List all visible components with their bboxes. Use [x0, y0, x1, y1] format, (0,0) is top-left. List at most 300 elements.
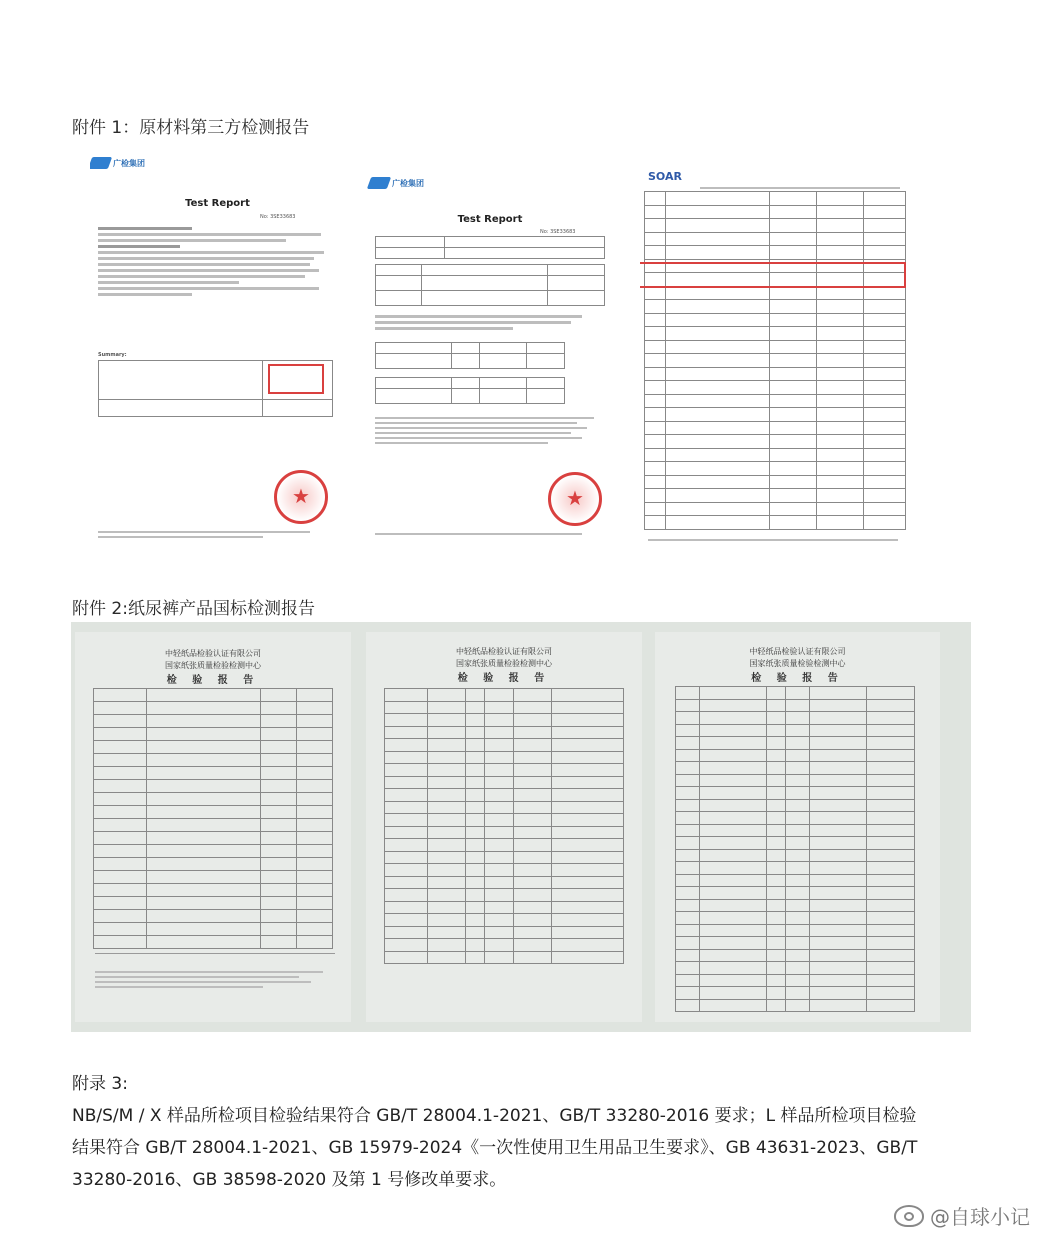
table-row: [676, 949, 915, 962]
table-cell: [770, 313, 817, 327]
table-cell: [94, 936, 147, 949]
table-cell: [770, 192, 817, 206]
table-row: [645, 448, 906, 462]
table-row: [645, 516, 906, 530]
table-cell: [485, 951, 514, 964]
table-cell: [94, 845, 147, 858]
table-cell: [297, 780, 333, 793]
table-row: [385, 726, 624, 739]
table-cell: [809, 774, 866, 787]
table-cell: [466, 801, 485, 814]
table-cell: [785, 874, 809, 887]
table-cell: [466, 701, 485, 714]
table-cell: [146, 741, 261, 754]
table-cell: [770, 421, 817, 435]
table-cell: [385, 876, 428, 889]
table-cell: [809, 874, 866, 887]
table-row: [676, 724, 915, 737]
table-cell: [514, 689, 552, 702]
table-cell: [676, 749, 700, 762]
table-cell: [699, 899, 766, 912]
cn-org-name: 中轻纸品检验认证有限公司: [749, 647, 846, 656]
table-cell: [665, 246, 769, 260]
table-cell: [146, 936, 261, 949]
table-cell: [864, 394, 906, 408]
table-cell: [867, 724, 915, 737]
table-cell: [864, 205, 906, 219]
table-cell: [94, 923, 147, 936]
table-cell: [766, 712, 785, 725]
table-cell: [146, 832, 261, 845]
table-cell: [665, 327, 769, 341]
table-cell: [297, 858, 333, 871]
table-cell: [385, 901, 428, 914]
table-cell: [867, 937, 915, 950]
table-row: [385, 926, 624, 939]
table-cell: [485, 851, 514, 864]
table-cell: [552, 889, 624, 902]
table-row: [385, 889, 624, 902]
table-cell: [146, 780, 261, 793]
table-row: [645, 367, 906, 381]
table-cell: [385, 914, 428, 927]
table-cell: [665, 232, 769, 246]
table-cell: [428, 764, 466, 777]
table-cell: [809, 799, 866, 812]
table-cell: [514, 864, 552, 877]
table-cell: [699, 874, 766, 887]
table-row: [94, 845, 333, 858]
method-lines: [375, 312, 605, 333]
table-cell: [514, 776, 552, 789]
cn-report-table: [384, 688, 624, 964]
table-cell: [466, 726, 485, 739]
table-row: [676, 887, 915, 900]
gttc-report-page-1: [90, 152, 345, 545]
table-cell: [676, 862, 700, 875]
table-cell: [645, 448, 666, 462]
weibo-icon: [894, 1205, 924, 1227]
table-cell: [485, 801, 514, 814]
table-cell: [766, 837, 785, 850]
attachment2-heading: 附件 2:纸尿裤产品国标检测报告: [72, 599, 315, 619]
table-cell: [514, 789, 552, 802]
table-cell: [665, 435, 769, 449]
table-cell: [817, 205, 864, 219]
table-cell: [809, 712, 866, 725]
table-row: [676, 974, 915, 987]
table-cell: [867, 687, 915, 700]
table-cell: [514, 714, 552, 727]
table-cell: [665, 340, 769, 354]
table-cell: [817, 394, 864, 408]
table-cell: [552, 739, 624, 752]
table-row: [385, 864, 624, 877]
table-cell: [770, 205, 817, 219]
table-cell: [665, 367, 769, 381]
table-cell: [485, 864, 514, 877]
appendix3-line1: NB/S/M / X 样品所检项目检验结果符合 GB/T 28004.1-2021、GB/T 33280-2016 要求；L 样品所检项目检验: [72, 1106, 917, 1126]
gttc-logo: [369, 177, 424, 189]
table-cell: [385, 939, 428, 952]
table-cell: [867, 799, 915, 812]
table-cell: [297, 767, 333, 780]
table-cell: [809, 762, 866, 775]
table-cell: [676, 799, 700, 812]
table-cell: [766, 912, 785, 925]
table-cell: [676, 812, 700, 825]
table-row: [676, 712, 915, 725]
table-cell: [766, 799, 785, 812]
table-row: [645, 340, 906, 354]
table-cell: [864, 421, 906, 435]
table-cell: [466, 839, 485, 852]
table-cell: [665, 462, 769, 476]
table-cell: [94, 702, 147, 715]
table-row: [676, 912, 915, 925]
table-cell: [699, 724, 766, 737]
table-cell: [297, 702, 333, 715]
table-cell: [817, 246, 864, 260]
table-cell: [809, 924, 866, 937]
table-cell: [297, 936, 333, 949]
cn-report-table: [93, 688, 333, 949]
table-cell: [485, 701, 514, 714]
table-cell: [770, 367, 817, 381]
soar-logo: SOAR: [648, 170, 682, 183]
table-cell: [428, 826, 466, 839]
table-cell: [867, 899, 915, 912]
table-cell: [785, 699, 809, 712]
table-cell: [864, 192, 906, 206]
table-row: [645, 232, 906, 246]
table-cell: [514, 764, 552, 777]
table-row: [385, 764, 624, 777]
table-cell: [552, 714, 624, 727]
table-cell: [766, 987, 785, 1000]
table-cell: [94, 832, 147, 845]
table-cell: [485, 789, 514, 802]
table-cell: [665, 489, 769, 503]
table-row: [676, 837, 915, 850]
table-row: [676, 862, 915, 875]
table-cell: [385, 814, 428, 827]
table-cell: [485, 814, 514, 827]
table-cell: [809, 899, 866, 912]
table-cell: [261, 754, 297, 767]
table-cell: [770, 300, 817, 314]
table-cell: [428, 739, 466, 752]
table-cell: [485, 739, 514, 752]
table-row: [385, 839, 624, 852]
table-cell: [261, 923, 297, 936]
table-cell: [770, 462, 817, 476]
table-cell: [552, 689, 624, 702]
table-cell: [766, 899, 785, 912]
table-cell: [785, 837, 809, 850]
table-cell: [466, 764, 485, 777]
soar-footer-lines: [648, 536, 898, 544]
table-cell: [645, 489, 666, 503]
table-cell: [94, 806, 147, 819]
table-cell: [699, 699, 766, 712]
table-row: [645, 192, 906, 206]
table-cell: [94, 728, 147, 741]
table-cell: [676, 737, 700, 750]
table-cell: [785, 862, 809, 875]
table-cell: [552, 826, 624, 839]
table-cell: [817, 502, 864, 516]
table-cell: [261, 715, 297, 728]
table-cell: [864, 435, 906, 449]
table-cell: [552, 839, 624, 852]
table-row: [94, 767, 333, 780]
table-row: [94, 884, 333, 897]
table-cell: [676, 824, 700, 837]
table-cell: [817, 516, 864, 530]
table-row: [676, 824, 915, 837]
table-cell: [428, 726, 466, 739]
table-cell: [146, 806, 261, 819]
table-cell: [864, 448, 906, 462]
table-cell: [864, 408, 906, 422]
table-cell: [261, 884, 297, 897]
table-cell: [466, 951, 485, 964]
table-cell: [485, 889, 514, 902]
table-row: [94, 832, 333, 845]
table-cell: [466, 939, 485, 952]
table-cell: [261, 728, 297, 741]
table-cell: [645, 246, 666, 260]
gttc-report-page-2: [365, 172, 615, 547]
table-row: [385, 701, 624, 714]
table-cell: [428, 914, 466, 927]
table-cell: [645, 313, 666, 327]
table-cell: [261, 858, 297, 871]
table-cell: [867, 874, 915, 887]
appendix3-line3: 33280-2016、GB 38598-2020 及第 1 号修改单要求。: [72, 1170, 507, 1190]
table-cell: [864, 313, 906, 327]
gttc-logo-icon: [367, 177, 391, 189]
table-cell: [552, 726, 624, 739]
report-title: Test Report: [457, 214, 523, 225]
table-cell: [864, 327, 906, 341]
table-cell: [146, 702, 261, 715]
table-cell: [817, 340, 864, 354]
table-cell: [485, 926, 514, 939]
table-cell: [809, 912, 866, 925]
table-cell: [665, 354, 769, 368]
table-cell: [785, 912, 809, 925]
table-cell: [552, 751, 624, 764]
table-cell: [645, 327, 666, 341]
table-cell: [770, 394, 817, 408]
table-cell: [867, 762, 915, 775]
table-cell: [770, 286, 817, 300]
table-row: [645, 421, 906, 435]
table-cell: [867, 862, 915, 875]
table-cell: [864, 246, 906, 260]
table-cell: [766, 812, 785, 825]
table-cell: [665, 192, 769, 206]
table-cell: [817, 421, 864, 435]
table-row: [385, 776, 624, 789]
table-cell: [766, 787, 785, 800]
table-row: [385, 914, 624, 927]
table-cell: [676, 937, 700, 950]
table-cell: [645, 394, 666, 408]
table-row: [385, 939, 624, 952]
table-cell: [146, 871, 261, 884]
table-cell: [94, 715, 147, 728]
table-row: [645, 435, 906, 449]
table-cell: [485, 689, 514, 702]
table-cell: [864, 367, 906, 381]
table-cell: [385, 889, 428, 902]
table-row: [676, 812, 915, 825]
table-cell: [514, 751, 552, 764]
gttc-logo-icon: [90, 157, 112, 169]
table-cell: [514, 889, 552, 902]
table-cell: [514, 939, 552, 952]
table-cell: [466, 739, 485, 752]
table-cell: [817, 300, 864, 314]
table-row: [94, 806, 333, 819]
table-cell: [864, 462, 906, 476]
table-cell: [385, 764, 428, 777]
table-cell: [146, 858, 261, 871]
table-cell: [645, 219, 666, 233]
table-row: [645, 408, 906, 422]
table-cell: [676, 974, 700, 987]
table-cell: [552, 901, 624, 914]
table-cell: [770, 448, 817, 462]
table-cell: [261, 910, 297, 923]
table-cell: [94, 910, 147, 923]
table-cell: [676, 687, 700, 700]
table-cell: [766, 724, 785, 737]
table-cell: [645, 192, 666, 206]
table-row: [676, 799, 915, 812]
table-cell: [428, 951, 466, 964]
table-cell: [770, 435, 817, 449]
table-cell: [809, 737, 866, 750]
table-cell: [645, 435, 666, 449]
table-cell: [785, 849, 809, 862]
table-cell: [785, 824, 809, 837]
table-cell: [766, 962, 785, 975]
table-cell: [817, 354, 864, 368]
table-cell: [485, 726, 514, 739]
table-cell: [552, 864, 624, 877]
table-cell: [770, 475, 817, 489]
table-row: [385, 689, 624, 702]
cn-report-page-3: [655, 632, 940, 1022]
table-row: [385, 739, 624, 752]
table-cell: [261, 832, 297, 845]
table-cell: [297, 819, 333, 832]
table-cell: [466, 826, 485, 839]
table-cell: [485, 764, 514, 777]
table-cell: [864, 475, 906, 489]
table-cell: [428, 876, 466, 889]
table-row: [645, 313, 906, 327]
table-cell: [809, 824, 866, 837]
table-cell: [146, 910, 261, 923]
table-cell: [645, 408, 666, 422]
table-cell: [514, 914, 552, 927]
watermark-text: @自球小记: [930, 1205, 1030, 1229]
table-cell: [552, 851, 624, 864]
table-cell: [645, 475, 666, 489]
table-cell: [699, 812, 766, 825]
table-cell: [146, 897, 261, 910]
table-cell: [297, 845, 333, 858]
table-cell: [665, 502, 769, 516]
table-cell: [809, 724, 866, 737]
table-cell: [766, 762, 785, 775]
table-row: [94, 702, 333, 715]
table-row: [676, 687, 915, 700]
table-row: [676, 924, 915, 937]
red-seal-stamp: ★: [548, 472, 602, 526]
report-number: No: 3SE33683: [540, 229, 576, 235]
table-cell: [867, 787, 915, 800]
gttc-logo: [90, 157, 145, 169]
table-cell: [699, 737, 766, 750]
table-row: [385, 801, 624, 814]
table-row: [645, 300, 906, 314]
table-cell: [809, 749, 866, 762]
table-cell: [94, 741, 147, 754]
table-cell: [466, 714, 485, 727]
table-cell: [385, 801, 428, 814]
table-cell: [867, 699, 915, 712]
table-cell: [676, 912, 700, 925]
table-cell: [766, 699, 785, 712]
table-cell: [785, 962, 809, 975]
table-cell: [297, 923, 333, 936]
table-cell: [770, 340, 817, 354]
table-cell: [428, 701, 466, 714]
table-cell: [699, 687, 766, 700]
table-cell: [665, 408, 769, 422]
table-cell: [146, 884, 261, 897]
table-cell: [699, 987, 766, 1000]
table-row: [676, 937, 915, 950]
cn-report-table: [675, 686, 915, 1012]
table-cell: [261, 806, 297, 819]
table-cell: [809, 887, 866, 900]
table-cell: [428, 939, 466, 952]
table-cell: [665, 516, 769, 530]
table-cell: [699, 924, 766, 937]
table-cell: [665, 421, 769, 435]
table-cell: [864, 340, 906, 354]
table-row: [385, 876, 624, 889]
table-cell: [485, 826, 514, 839]
table-cell: [699, 887, 766, 900]
table-cell: [817, 192, 864, 206]
table-cell: [817, 367, 864, 381]
attachment1-heading: 附件 1：原材料第三方检测报告: [72, 118, 310, 138]
table-cell: [809, 999, 866, 1012]
table-cell: [485, 751, 514, 764]
table-cell: [809, 987, 866, 1000]
table-row: [94, 923, 333, 936]
table-cell: [552, 939, 624, 952]
table-row: [94, 871, 333, 884]
